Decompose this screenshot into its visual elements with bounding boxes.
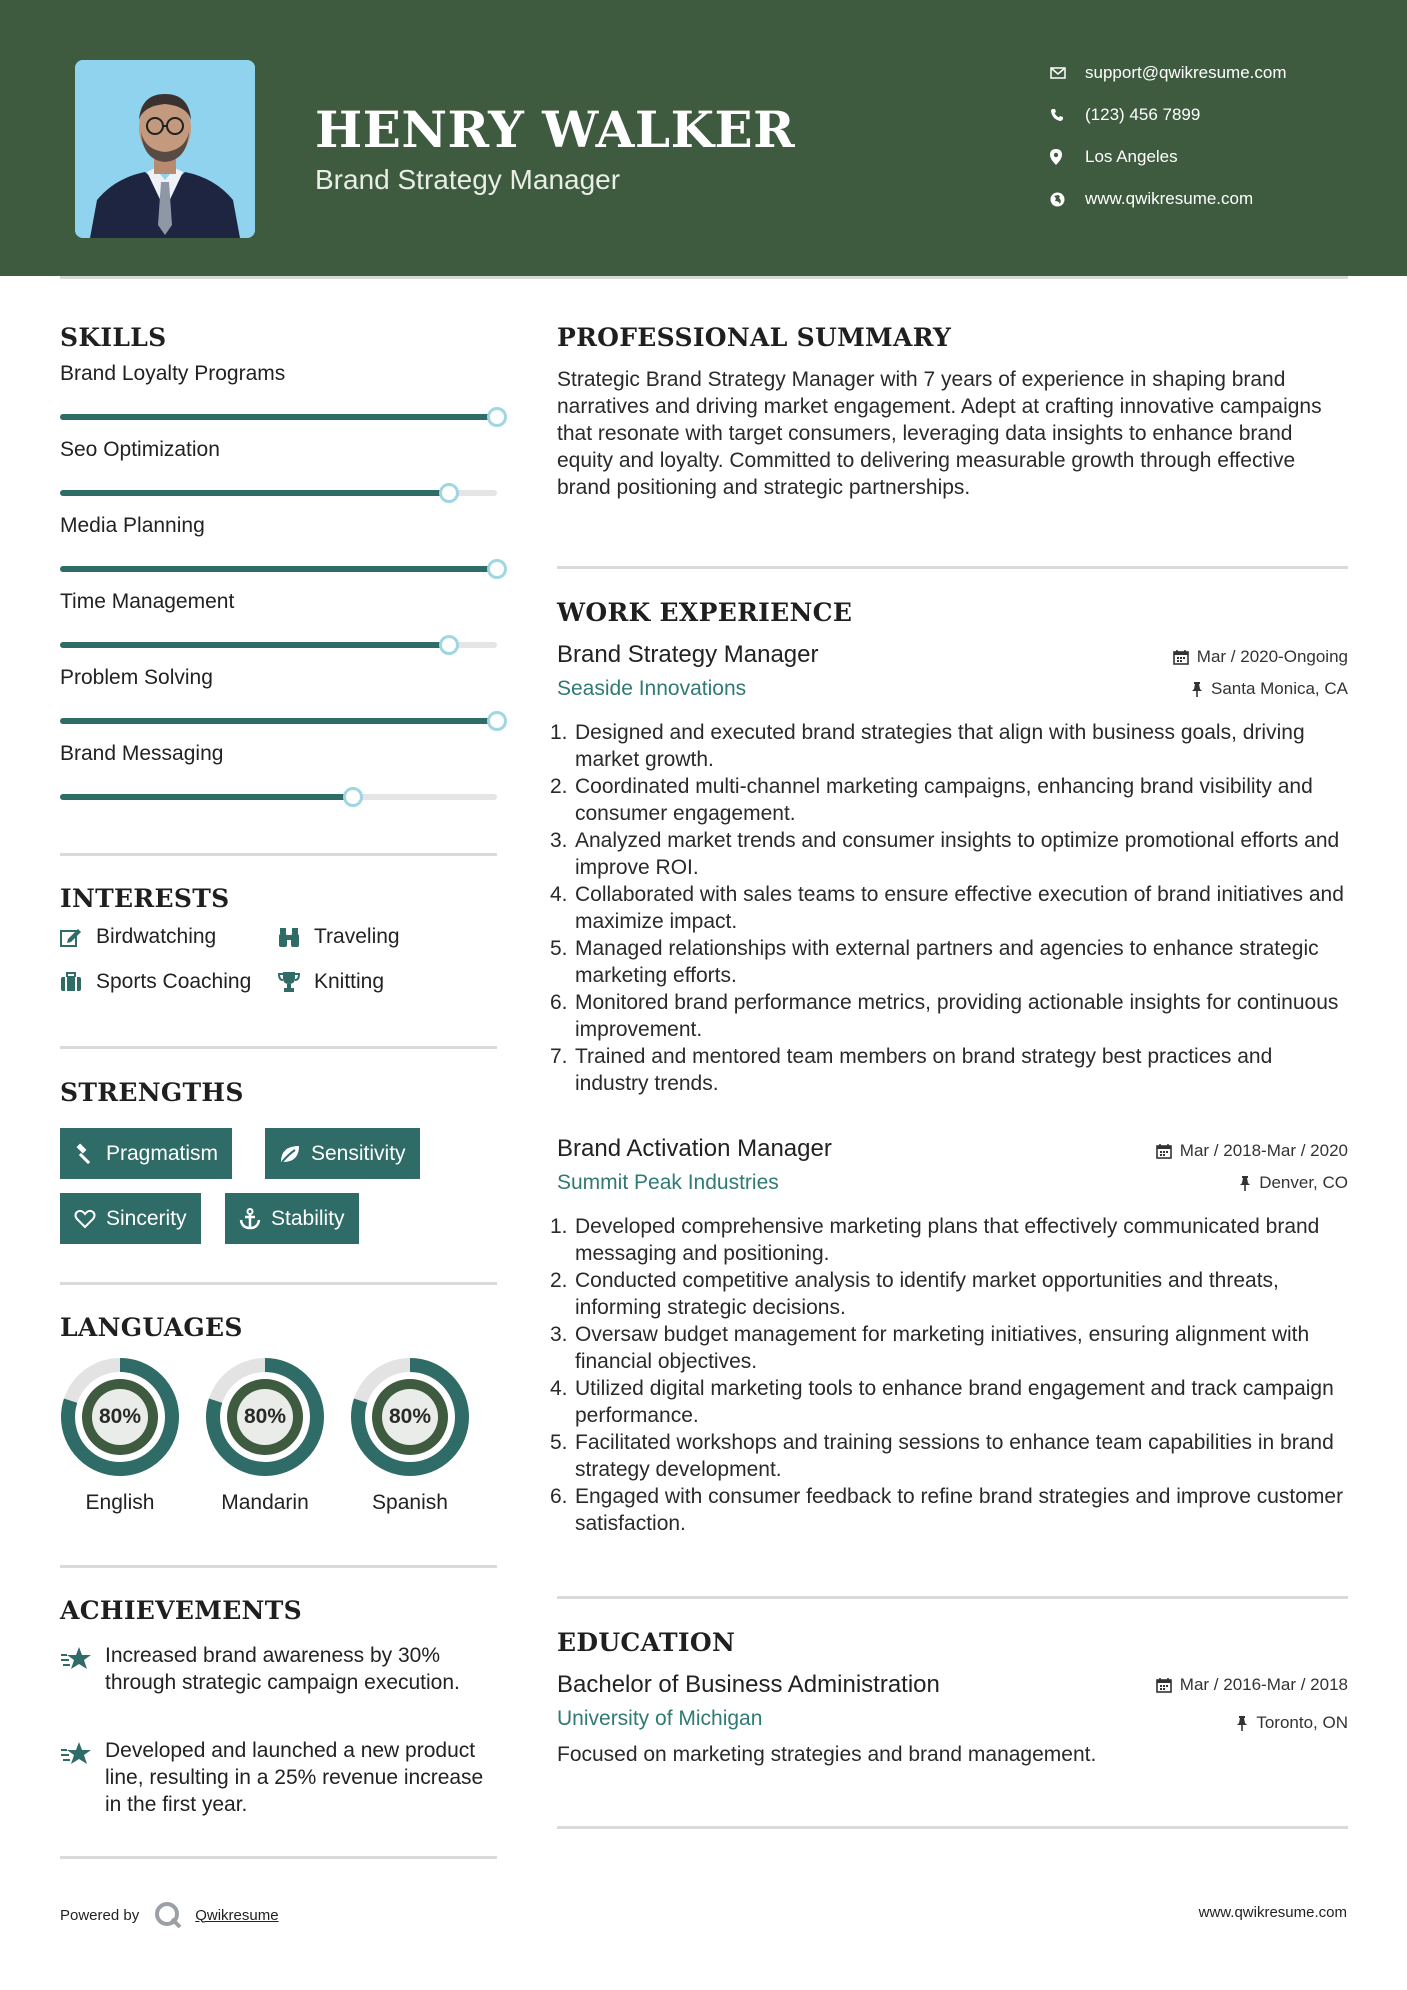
bullet-text: Engaged with consumer feedback to refine brand strategies and improve customer satisfaction. (575, 1485, 1344, 1535)
language-item (60, 1357, 180, 1515)
education-dates (1156, 1675, 1348, 1695)
skill-bar-knob (487, 407, 507, 427)
header-divider (60, 276, 1348, 279)
job-bullets (550, 1213, 1348, 1537)
job-entry (550, 1135, 1348, 1537)
skill-bar-knob (487, 711, 507, 731)
job-dates-text: Mar / 2018-Mar / 2020 (1179, 1141, 1348, 1160)
bullet-text: Designed and executed brand strategies that align with business goals, driving market growth. (575, 721, 1305, 771)
job-bullets (550, 719, 1348, 1097)
job-dates-text: Mar / 2020-Ongoing (1196, 647, 1348, 666)
education-description: Focused on marketing strategies and brand management. (557, 1743, 1097, 1766)
skill-bar-knob (439, 635, 459, 655)
job-bullet (550, 773, 1348, 827)
pushpin-icon (1236, 1715, 1248, 1731)
skill-bar-knob (343, 787, 363, 807)
bullet-number: 3. (550, 829, 568, 852)
languages-section (60, 1313, 497, 1533)
language-percent: 80% (388, 1405, 432, 1428)
edit-icon (60, 927, 96, 947)
summary-text: Strategic Brand Strategy Manager with 7 years of experience in shaping brand narratives and driving market engagement. Adept at crafting innovative campaigns that resonate with target consumers, leveraging data insights to enhance brand equity and loyalty. Committed to delivering measurable growth through effective brand positioning and strategic partnerships. (557, 368, 1322, 499)
language-item (205, 1357, 325, 1515)
candidate-name: HENRY WALKER (315, 100, 796, 159)
envelope-icon (1050, 67, 1085, 79)
bullet-number: 4. (550, 883, 568, 906)
interest-label: Birdwatching (96, 925, 217, 948)
strength-label: Sincerity (106, 1206, 187, 1230)
languages-heading: LANGUAGES (60, 1313, 243, 1342)
skill-bar-track (60, 642, 497, 648)
section-divider (557, 1826, 1348, 1829)
bullet-number: 5. (550, 1431, 568, 1454)
bullet-text: Developed comprehensive marketing plans that effectively communicated brand messaging and positioning. (575, 1215, 1320, 1265)
section-divider (60, 1282, 497, 1285)
candidate-title: Brand Strategy Manager (315, 164, 621, 195)
job-dates (1156, 1141, 1348, 1161)
calendar-icon (1156, 1677, 1172, 1693)
bullet-text: Monitored brand performance metrics, providing actionable insights for continuous improvement. (575, 991, 1339, 1041)
bullet-number: 3. (550, 1323, 568, 1346)
language-label: Mandarin (221, 1491, 309, 1514)
interest-item (60, 970, 251, 994)
star-icon (60, 1642, 105, 1696)
footer-website[interactable]: www.qwikresume.com (1198, 1904, 1347, 1921)
contact-email[interactable] (1050, 52, 1370, 94)
contact-website[interactable] (1050, 178, 1370, 220)
achievement-item (60, 1642, 497, 1696)
calendar-icon (1173, 649, 1189, 665)
bullet-number: 2. (550, 775, 568, 798)
bullet-text: Utilized digital marketing tools to enhance brand engagement and track campaign performance. (575, 1377, 1334, 1427)
anchor-icon (239, 1208, 261, 1230)
bullet-text: Facilitated workshops and training sessions to enhance team capabilities in brand strategy development. (575, 1431, 1334, 1481)
profile-photo (75, 60, 255, 238)
job-location-text: Denver, CO (1259, 1173, 1348, 1192)
bullet-text: Analyzed market trends and consumer insights to optimize promotional efforts and improve ROI. (575, 829, 1340, 879)
job-bullet (550, 1043, 1348, 1097)
job-bullet (550, 1267, 1348, 1321)
job-dates (1173, 647, 1348, 667)
skills-list (60, 362, 497, 818)
language-percent: 80% (98, 1405, 142, 1428)
job-bullet (550, 1321, 1348, 1375)
achievement-text: Developed and launched a new product line, resulting in a 25% revenue increase in the first year. (105, 1739, 484, 1816)
job-title: Brand Strategy Manager (557, 641, 819, 668)
bullet-text: Trained and mentored team members on brand strategy best practices and industry trends. (575, 1045, 1273, 1095)
contact-location (1050, 136, 1370, 178)
job-bullet (550, 989, 1348, 1043)
strength-label: Stability (271, 1206, 345, 1230)
education-heading: EDUCATION (557, 1628, 736, 1657)
skill-item (60, 438, 497, 514)
interests-heading: INTERESTS (60, 884, 230, 913)
company-name: Summit Peak Industries (557, 1171, 779, 1194)
interest-item (278, 925, 400, 949)
bullet-text: Managed relationships with external partners and agencies to enhance strategic marketing efforts. (575, 937, 1319, 987)
bullet-text: Coordinated multi-channel marketing campaigns, enhancing brand visibility and consumer engagement. (575, 775, 1313, 825)
interest-item (60, 925, 216, 949)
skill-label: Problem Solving (60, 666, 213, 689)
degree-title: Bachelor of Business Administration (557, 1671, 940, 1698)
contact-block (1050, 52, 1370, 220)
education-location (1236, 1713, 1348, 1733)
skill-bar-fill (60, 490, 449, 496)
skill-label: Brand Loyalty Programs (60, 362, 286, 385)
footer-powered (60, 1900, 279, 1930)
skill-label: Time Management (60, 590, 235, 613)
bullet-number: 1. (550, 721, 568, 744)
skill-item (60, 666, 497, 742)
job-bullet (550, 1213, 1348, 1267)
job-bullet (550, 1375, 1348, 1429)
job-location (1191, 679, 1348, 699)
pushpin-icon (1239, 1175, 1251, 1191)
section-divider (60, 1565, 497, 1568)
bullet-text: Oversaw budget management for marketing initiatives, ensuring alignment with financial objectives. (575, 1323, 1310, 1373)
strength-label: Pragmatism (106, 1141, 219, 1165)
interest-label: Knitting (314, 970, 385, 993)
bullet-number: 6. (550, 1485, 568, 1508)
strengths-section (60, 1078, 497, 1258)
skill-bar-knob (487, 559, 507, 579)
job-location-text: Santa Monica, CA (1210, 679, 1348, 698)
section-divider (60, 853, 497, 856)
achievement-text: Increased brand awareness by 30% through strategic campaign execution. (105, 1644, 460, 1694)
skill-item (60, 362, 497, 438)
achievements-section (60, 1596, 497, 1826)
section-divider (557, 1596, 1348, 1599)
interest-label: Sports Coaching (96, 970, 252, 993)
company-name: Seaside Innovations (557, 677, 747, 700)
skill-bar-track (60, 490, 497, 496)
skill-item (60, 514, 497, 590)
skill-bar-track (60, 414, 497, 420)
skill-bar-knob (439, 483, 459, 503)
job-bullet (550, 881, 1348, 935)
strength-label: Sensitivity (311, 1141, 406, 1165)
strength-badge (265, 1128, 420, 1179)
bullet-text: Collaborated with sales teams to ensure effective execution of brand initiatives and maximize impact. (575, 883, 1344, 933)
skills-section (60, 323, 497, 818)
qwikresume-logo-icon (153, 1900, 183, 1930)
summary-section (557, 323, 1348, 501)
qwikresume-link[interactable]: Qwikresume (195, 1906, 279, 1924)
skill-bar-track (60, 566, 497, 572)
binoculars-icon (278, 926, 314, 948)
bullet-number: 4. (550, 1377, 568, 1400)
contact-phone-text: (123) 456 7899 (1085, 105, 1201, 124)
education-entry (557, 1671, 1348, 1783)
job-location (1239, 1173, 1348, 1193)
skill-item (60, 742, 497, 818)
bullet-number: 7. (550, 1045, 568, 1068)
skill-bar-fill (60, 794, 353, 800)
section-divider (60, 1856, 497, 1859)
interest-label: Traveling (314, 925, 400, 948)
contact-email-text: support@qwikresume.com (1085, 63, 1287, 82)
powered-by-label: Powered by (60, 1906, 140, 1924)
globe-icon (1050, 192, 1085, 207)
job-bullet (550, 719, 1348, 773)
interest-item (278, 970, 384, 994)
skill-label: Media Planning (60, 514, 205, 537)
job-entry (550, 641, 1348, 1097)
section-divider (60, 1046, 497, 1049)
jobs-list (550, 641, 1348, 1537)
skills-heading: SKILLS (60, 323, 167, 352)
skill-bar-fill (60, 718, 497, 724)
education-location-text: Toronto, ON (1256, 1713, 1348, 1732)
pushpin-icon (1191, 681, 1203, 697)
skill-item (60, 590, 497, 666)
heart-icon (74, 1209, 96, 1229)
language-item (350, 1357, 470, 1515)
skill-bar-fill (60, 642, 449, 648)
job-bullet (550, 1429, 1348, 1483)
experience-section (550, 598, 1348, 1537)
briefcase-icon (60, 972, 96, 992)
education-section (557, 1628, 1348, 1778)
map-pin-icon (1050, 149, 1085, 165)
section-divider (557, 566, 1348, 569)
calendar-icon (1156, 1143, 1172, 1159)
interests-section (60, 884, 497, 1015)
strength-badge (60, 1193, 201, 1244)
summary-heading: PROFESSIONAL SUMMARY (557, 323, 952, 352)
skill-bar-track (60, 794, 497, 800)
language-label: English (85, 1491, 155, 1514)
language-percent: 80% (243, 1405, 287, 1428)
contact-phone[interactable] (1050, 94, 1370, 136)
skill-bar-fill (60, 566, 497, 572)
strengths-heading: STRENGTHS (60, 1078, 244, 1107)
star-icon (60, 1737, 105, 1818)
bullet-number: 6. (550, 991, 568, 1014)
language-label: Spanish (372, 1491, 448, 1514)
contact-website-text: www.qwikresume.com (1085, 189, 1254, 208)
experience-heading: WORK EXPERIENCE (557, 598, 853, 627)
bullet-number: 5. (550, 937, 568, 960)
achievement-item (60, 1737, 497, 1818)
resume-header (0, 0, 1407, 276)
trophy-icon (278, 971, 314, 993)
leaf-icon (279, 1144, 301, 1164)
education-dates-text: Mar / 2016-Mar / 2018 (1179, 1675, 1348, 1694)
school-name: University of Michigan (557, 1707, 763, 1730)
job-bullet (550, 827, 1348, 881)
bullet-text: Conducted competitive analysis to identify market opportunities and threats, informing strategic decisions. (575, 1269, 1279, 1319)
job-bullet (550, 935, 1348, 989)
job-title: Brand Activation Manager (557, 1135, 832, 1162)
skill-label: Brand Messaging (60, 742, 224, 765)
contact-location-text: Los Angeles (1085, 147, 1178, 166)
skill-bar-track (60, 718, 497, 724)
bullet-number: 2. (550, 1269, 568, 1292)
strength-badge (225, 1193, 359, 1244)
job-bullet (550, 1483, 1348, 1537)
skill-label: Seo Optimization (60, 438, 220, 461)
achievements-heading: ACHIEVEMENTS (60, 1596, 302, 1625)
phone-icon (1050, 108, 1085, 122)
interests-list (60, 925, 497, 1015)
gavel-icon (74, 1143, 96, 1165)
strength-badge (60, 1128, 232, 1179)
skill-bar-fill (60, 414, 497, 420)
bullet-number: 1. (550, 1215, 568, 1238)
